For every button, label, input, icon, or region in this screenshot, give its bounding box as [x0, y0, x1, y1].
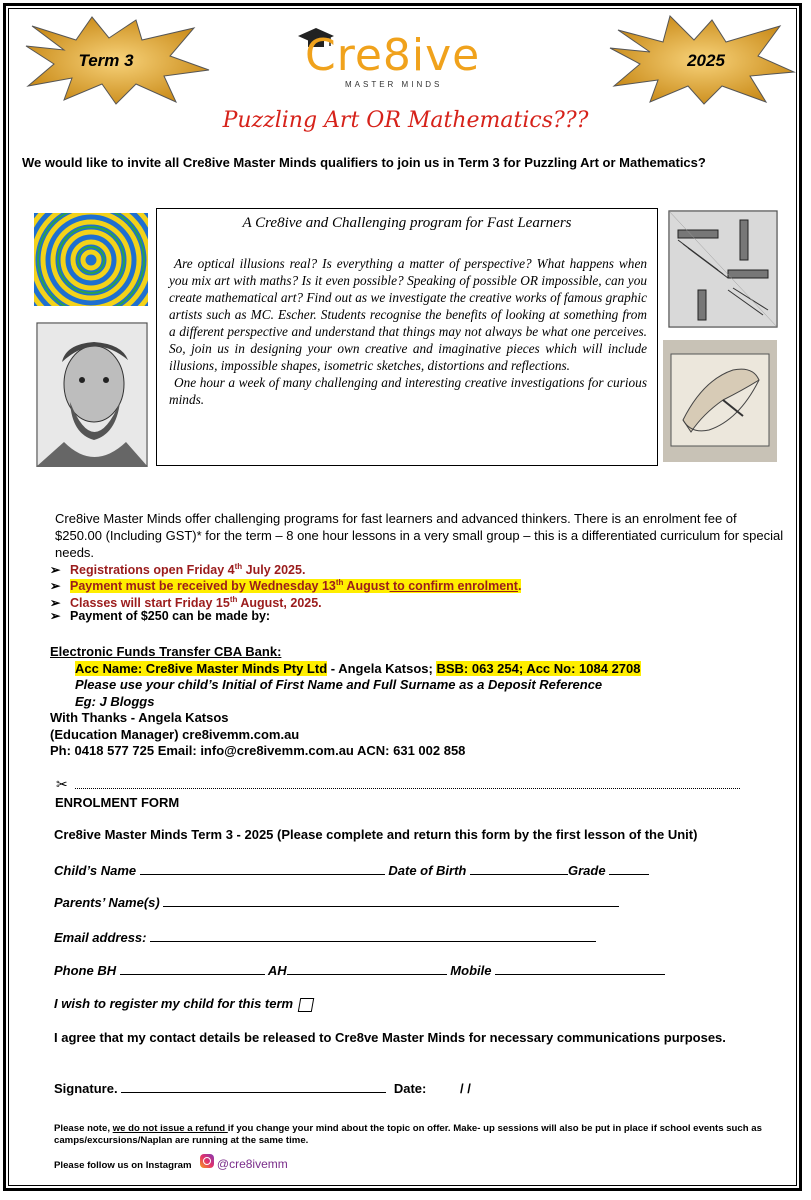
signoff-role: (Education Manager) cre8ivemm.com.au	[50, 726, 300, 742]
refund-note: Please note, we do not issue a refund if you change your mind about the topic on offer. Make- up sessions will also be put in place if school events such as camps/excursions/Naplan are running at the same time.	[54, 1123, 762, 1146]
email-field[interactable]	[150, 929, 596, 942]
date-of-birth-field[interactable]	[470, 862, 568, 875]
program-description-box	[156, 208, 658, 466]
logo-wordmark: Cre8ive	[305, 30, 481, 81]
phone-ah-field[interactable]	[287, 962, 447, 975]
instagram-row: Please follow us on Instagram @cre8ivemm	[54, 1158, 288, 1172]
bank-heading: Electronic Funds Transfer CBA Bank:	[50, 644, 282, 659]
consent-text: I agree that my contact details be released to Cre8ve Master Minds for necessary communications purposes.	[54, 1030, 726, 1045]
bank-details	[50, 644, 641, 760]
registration-bullet: ➢ Registrations open Friday 4th July 2025.	[50, 562, 306, 578]
logo-subtitle: MASTER MINDS	[345, 80, 443, 89]
term-starburst	[24, 14, 214, 106]
contact-line: Ph: 0418 577 725 Email: info@cre8ivemm.com.au ACN: 631 002 858	[50, 743, 466, 758]
date-field[interactable]: / /	[459, 1081, 471, 1096]
email-row: Email address:	[54, 929, 596, 945]
program-info-paragraph: Cre8ive Master Minds offer challenging programs for fast learners and advanced thinkers. There is an enrolment fee of $250.00 (Including GST)* for the term – 8 one hour lessons in a very small group – this is a differentiated curriculum for special needs.	[55, 511, 784, 560]
register-row: I wish to register my child for this term	[54, 996, 313, 1012]
cut-line	[75, 788, 740, 789]
escher-portrait-image	[36, 322, 148, 467]
child-name-field[interactable]	[140, 862, 385, 875]
enrolment-form-subheading: Cre8ive Master Minds Term 3 - 2025 (Please complete and return this form by the first lesson of the Unit)	[54, 827, 698, 842]
year-badge-text: 2025	[687, 51, 725, 70]
year-starburst	[608, 14, 798, 106]
optical-illusion-image	[34, 213, 148, 306]
program-paragraph: Are optical illusions real? Is everything a matter of perspective? What happens when you mix art with maths? Is it even possible? Speaking of possible OR impossible, can you create mathematical art? Find out as we investigate the creative works of famous graphic artists such as MC. Escher. Students recognise the benefits of looking at something from a different perspective and understand that things may not always be what one perceives. So, join us in designing your own creative and imaginative pieces which will include illusions, impossible shapes, isometric sketches, distortions and reflections.	[169, 256, 647, 373]
scissors-icon: ✂	[56, 776, 68, 792]
enrolment-form-heading: ENROLMENT FORM	[55, 795, 180, 810]
term-badge-text: Term 3	[78, 51, 134, 70]
signoff-name: With Thanks - Angela Katsos	[50, 710, 229, 725]
payment-method-bullet: ➢ Payment of $250 can be made by:	[50, 609, 271, 623]
mobile-field[interactable]	[495, 962, 665, 975]
reference-example: Eg: J Bloggs	[75, 693, 155, 709]
instagram-handle[interactable]: @cre8ivemm	[216, 1157, 288, 1171]
phone-bh-field[interactable]	[120, 962, 265, 975]
phone-row: Phone BH AH Mobile	[54, 962, 665, 978]
program-paragraph-closing: One hour a week of many challenging and interesting creative investigations for curious minds.	[169, 375, 647, 407]
relativity-artwork-image	[668, 210, 778, 328]
page-title: Puzzling Art OR Mathematics???	[222, 108, 589, 133]
arrow-icon: ➢	[50, 596, 61, 611]
parents-name-field[interactable]	[163, 894, 619, 907]
arrow-icon: ➢	[50, 579, 61, 594]
classes-start-bullet: ➢ Classes will start Friday 15th August, 2025.	[50, 595, 322, 611]
signature-field[interactable]	[121, 1080, 386, 1093]
reference-note: Please use your child’s Initial of First Name and Full Surname as a Deposit Reference	[75, 677, 603, 692]
register-checkbox[interactable]	[298, 998, 314, 1012]
intro-text: We would like to invite all Cre8ive Master Minds qualifiers to join us in Term 3 for Puzzling Art or Mathematics?	[22, 155, 706, 170]
payment-deadline-bullet: ➢ Payment must be received by Wednesday 13th August to confirm enrolment.	[50, 578, 522, 594]
instagram-icon	[200, 1154, 214, 1168]
child-row: Child’s Name Date of Birth Grade	[54, 862, 649, 878]
arrow-icon: ➢	[50, 563, 61, 578]
parents-row: Parents’ Name(s)	[54, 894, 619, 910]
account-details: Acc Name: Cre8ive Master Minds Pty Ltd - Angela Katsos; BSB: 063 254; Acc No: 1084 2708	[75, 660, 641, 676]
signature-row: Signature. Date: / /	[54, 1081, 471, 1096]
program-heading: A Cre8ive and Challenging program for Fast Learners	[242, 215, 572, 231]
drawing-hands-image	[663, 340, 777, 462]
program-text	[169, 255, 647, 408]
grade-field[interactable]	[609, 862, 649, 875]
arrow-icon: ➢	[50, 609, 61, 623]
